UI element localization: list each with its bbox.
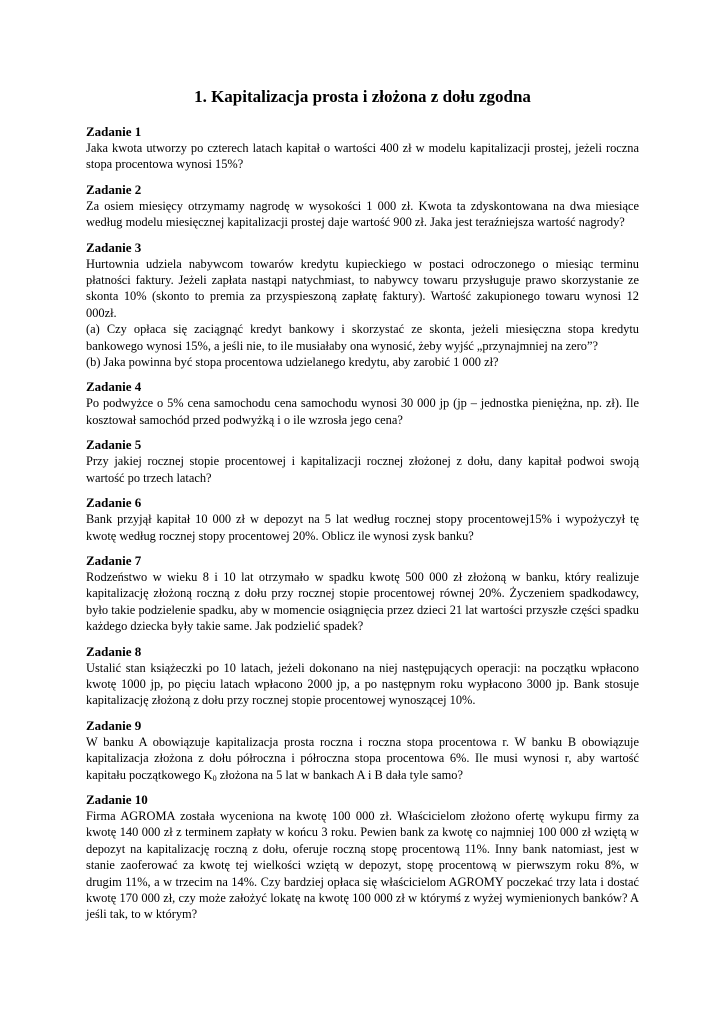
task-5	[86, 437, 639, 486]
task-text: Firma AGROMA została wyceniona na kwotę 100 000 zł. Właścicielom złożono ofertę wykupu firmy za kwotę 140 000 zł z terminem zapłaty w końcu 3 roku. Pewien bank za kwotę co najmniej 100 000 zł wziętą w depozyt na kapitalizację roczną z dołu, oferuje roczną stopę procentową 11%. Inny bank natomiast, jest w stanie zaoferować za kwotę tej wielkości wziętą w depozyt, stopę procentową w pierwszym roku 8%, w drugim 11%, a w trzecim na 14%. Czy bardziej opłaca się właścicielom AGROMY poczekać trzy lata i dostać kwotę 170 000 zł, czy może założyć lokatę na kwotę 100 000 zł w którymś z wyżej wymienionych banków? A jeśli tak, to w którym?	[86, 808, 639, 922]
task-heading: Zadanie 8	[86, 643, 142, 659]
task-heading: Zadanie 3	[86, 239, 142, 255]
task-text: Hurtownia udziela nabywcom towarów kredytu kupieckiego w postaci odroczonego o miesiąc terminu płatności faktury. Jeżeli zapłata nastąpi natychmiast, to nabywcy towaru przysługuje prawo skorzystanie ze skonta 10% (skonto to premia za przyspieszoną zapłatę faktury). Wartość zakupionego towaru wynosi 12 000zł.	[86, 256, 639, 320]
document-page	[86, 86, 639, 932]
task-heading: Zadanie 5	[86, 437, 142, 453]
task-subquestion-a: (a) Czy opłaca się zaciągnąć kredyt bankowy i skorzystać ze skonta, jeżeli miesięczna stopa kredytu bankowego wynosi 15%, a jeśli nie, to ile musiałaby ona wynosić, żeby wyjść „przynajmniej na zero”?	[86, 322, 639, 353]
task-text: Po podwyżce o 5% cena samochodu cena samochodu wynosi 30 000 jp (jp – jednostka pieniężna, np. zł). Ile kosztował samochód przed podwyżką i o ile wzrosła jego cena?	[86, 396, 639, 427]
task-text: Ustalić stan książeczki po 10 latach, jeżeli dokonano na niej następujących operacji: na początku wpłacono kwotę 1000 jp, po pięciu latach wpłacono 2000 jp, a po następnym roku wypłacono 3000 jp. Bank stosuje kapitalizację złożoną z dołu przy rocznej stopie procentowej wynoszącej 10%.	[86, 660, 639, 708]
task-text	[86, 734, 639, 783]
task-8	[86, 644, 639, 709]
task-text: Przy jakiej rocznej stopie procentowej i kapitalizacji rocznej złożonej z dołu, dany kapitał podwoi swoją wartość po trzech latach?	[86, 454, 639, 485]
task-heading: Zadanie 1	[86, 124, 142, 139]
task-9	[86, 718, 639, 783]
task-subquestion-b: (b) Jaka powinna być stopa procentowa udzielanego kredytu, aby zarobić 1 000 zł?	[86, 355, 499, 370]
task-text-part: W banku A obowiązuje kapitalizacja prosta roczna i roczna stopa procentowa r. W banku B obowiązuje kapitalizacja złożona z dołu półroczna i półroczna stopa procentowa 6%. Ile musi wynosi r, aby wartość kapitału początkowego K	[86, 734, 639, 782]
task-heading: Zadanie 7	[86, 552, 142, 568]
task-heading: Zadanie 4	[86, 379, 142, 395]
task-heading: Zadanie 9	[86, 717, 142, 733]
task-text-part: złożona na 5 lat w bankach A i B dała tyle samo?	[216, 767, 463, 782]
task-heading: Zadanie 6	[86, 495, 142, 511]
task-heading: Zadanie 10	[86, 791, 148, 807]
subscript-zero: 0	[212, 773, 217, 783]
task-heading: Zadanie 2	[86, 181, 142, 197]
task-10	[86, 792, 639, 923]
task-6	[86, 495, 639, 544]
task-7	[86, 553, 639, 635]
task-text: Za osiem miesięcy otrzymamy nagrodę w wysokości 1 000 zł. Kwota ta zdyskontowana na dwa miesiące według modelu miesięcznej kapitalizacji prostej daje wartość 900 zł. Jaka jest teraźniejsza wartość nagrody?	[86, 198, 639, 230]
task-3	[86, 240, 639, 371]
task-text: Jaka kwota utworzy po czterech latach kapitał o wartości 400 zł w modelu kapitalizacji prostej, jeżeli roczna stopa procentowa wynosi 15%?	[86, 141, 639, 172]
task-1	[86, 124, 639, 173]
task-4	[86, 379, 639, 428]
document-title: 1. Kapitalizacja prosta i złożona z dołu zgodna	[194, 87, 531, 106]
task-text: Rodzeństwo w wieku 8 i 10 lat otrzymało w spadku kwotę 500 000 zł złożoną w banku, który realizuje kapitalizację złożoną roczną z dołu przy rocznej stopie procentowej równej 20%. Życzeniem spadkodawcy, było takie podzielenie spadku, aby w momencie osiągnięcia przez dzieci 21 lat wartości przyszłe części spadku każdego dziecka były takie same. Jak podzielić spadek?	[86, 569, 639, 634]
task-text: Bank przyjął kapitał 10 000 zł w depozyt na 5 lat według rocznej stopy procentowej15% i wypożyczył tę kwotę według rocznej stopy procentowej 20%. Oblicz ile wynosi zysk banku?	[86, 512, 639, 543]
task-2	[86, 182, 639, 231]
